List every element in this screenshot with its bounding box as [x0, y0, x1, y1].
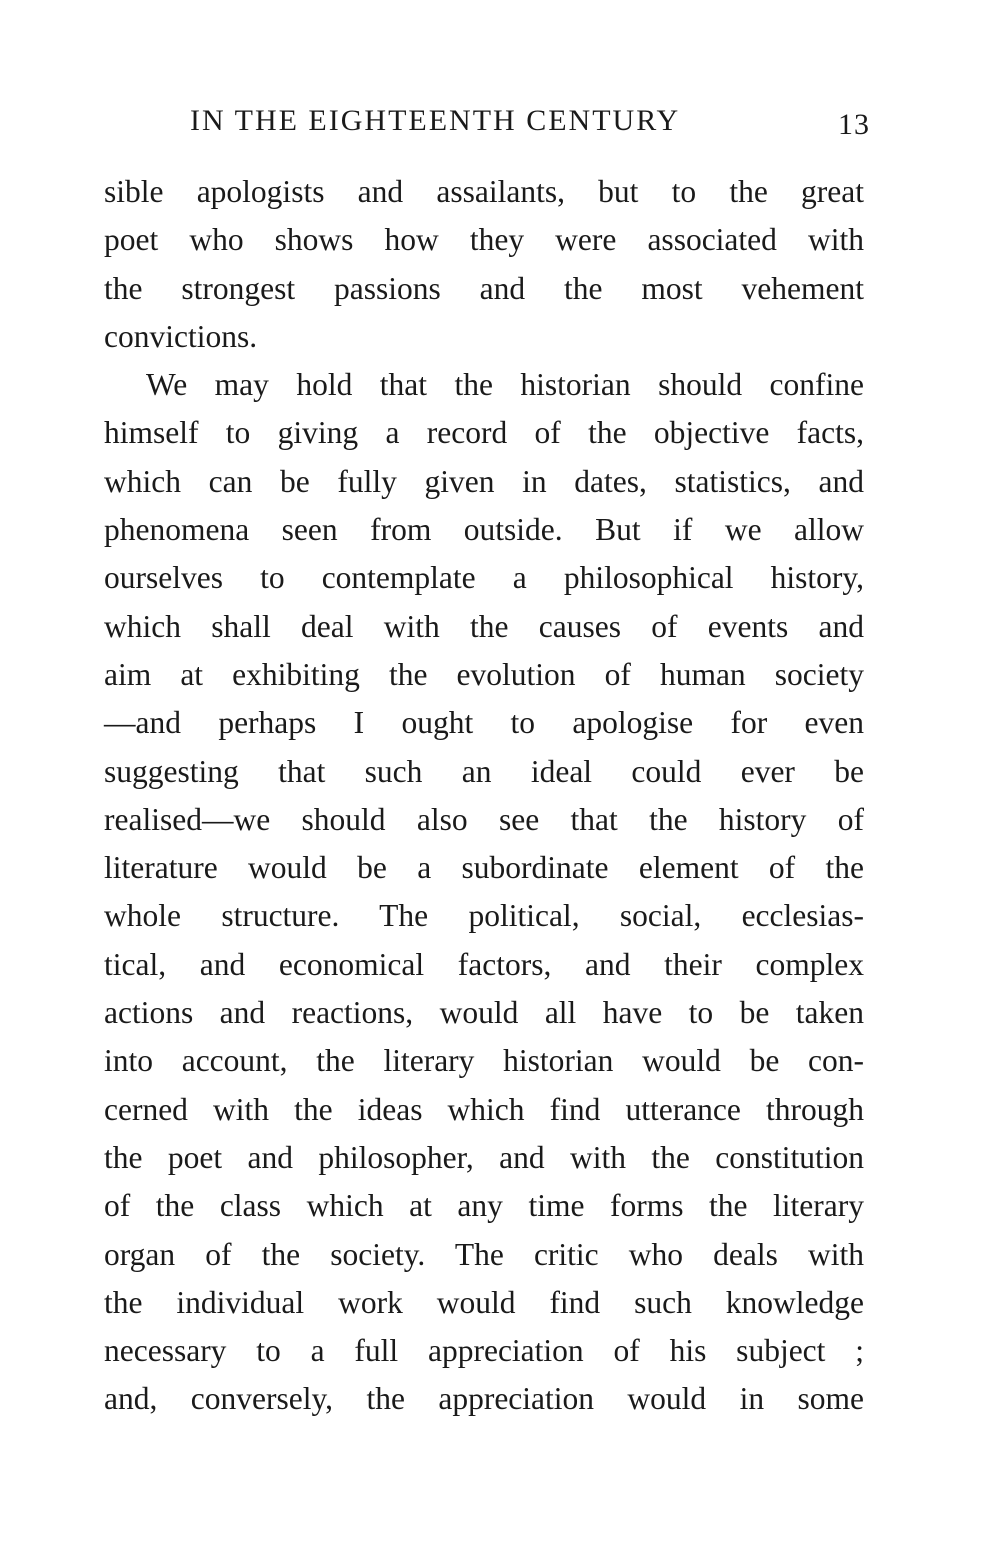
text-line: cerned with the ideas which find utterance through [104, 1091, 864, 1127]
text-line: necessary to a full appreciation of his subject ; [104, 1333, 864, 1369]
text-line: and, conversely, the appreciation would in some [104, 1381, 864, 1417]
text-line: himself to giving a record of the objective facts, [104, 415, 864, 451]
running-head [190, 104, 870, 148]
body-text [104, 168, 864, 1424]
text-line: realised—we should also see that the history of [104, 801, 864, 837]
text-line: the individual work would find such knowledge [104, 1284, 864, 1320]
text-line: tical, and economical factors, and their complex [104, 946, 864, 982]
text-line: of the class which at any time forms the literary [104, 1188, 864, 1224]
text-line: aim at exhibiting the evolution of human society [104, 656, 864, 692]
text-line: poet who shows how they were associated with [104, 222, 864, 258]
text-line: whole structure. The political, social, ecclesias- [104, 898, 864, 934]
text-line: phenomena seen from outside. But if we allow [104, 512, 864, 548]
text-line: the poet and philosopher, and with the constitution [104, 1139, 864, 1175]
text-line: organ of the society. The critic who deals with [104, 1236, 864, 1272]
text-line: which shall deal with the causes of events and [104, 608, 864, 644]
text-line: —and perhaps I ought to apologise for even [104, 705, 864, 741]
text-line: sible apologists and assailants, but to the great [104, 174, 864, 209]
paragraph-2 [104, 361, 864, 1424]
paragraph-1 [104, 168, 864, 361]
text-line: suggesting that such an ideal could ever be [104, 753, 864, 789]
text-line: convictions. [104, 318, 258, 354]
text-line: actions and reactions, would all have to be taken [104, 995, 864, 1031]
page-number: 13 [838, 108, 870, 141]
text-line: literature would be a subordinate element of the [104, 850, 864, 886]
running-title: IN THE EIGHTEENTH CENTURY [190, 104, 681, 137]
text-line: which can be fully given in dates, statistics, and [104, 463, 864, 499]
text-line: the strongest passions and the most vehement [104, 270, 864, 306]
text-line: We may hold that the historian should confine [146, 367, 864, 403]
text-line: into account, the literary historian would be con- [104, 1043, 864, 1079]
text-line: ourselves to contemplate a philosophical history, [104, 560, 864, 596]
